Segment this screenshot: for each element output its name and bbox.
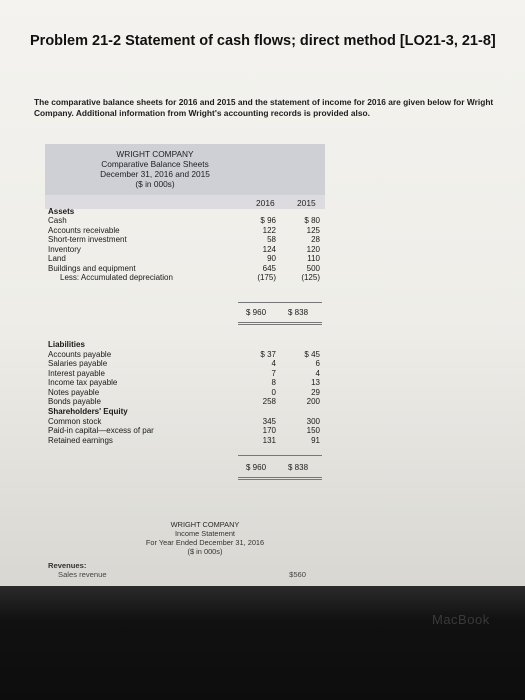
asset-2015: 125: [306, 225, 320, 235]
liability-2015: 29: [311, 387, 320, 397]
asset-2015: 28: [311, 235, 320, 244]
equity-2015: 91: [311, 435, 320, 445]
statement-name: Comparative Balance Sheets: [101, 159, 209, 169]
liability-2015: $ 45: [304, 349, 320, 359]
asset-label: Inventory: [48, 244, 81, 254]
asset-2016: 645: [262, 263, 276, 273]
liability-2016: 258: [262, 397, 276, 406]
equity-label: Common stock: [48, 416, 102, 426]
asset-label: Short-term investment: [48, 235, 127, 244]
asset-label: Buildings and equipment: [48, 263, 136, 273]
sales-revenue-label: Sales revenue: [58, 570, 107, 579]
assets-heading: Assets: [48, 207, 75, 216]
liability-label: Salaries payable: [48, 359, 108, 368]
equity-2015: 150: [306, 426, 320, 435]
total-rule: [238, 455, 322, 456]
sales-revenue-value: $560: [289, 570, 306, 579]
column-2016: 2016: [256, 198, 275, 208]
equity-label: Paid-in capital—excess of par: [48, 426, 154, 435]
is-company-name: WRIGHT COMPANY: [170, 520, 240, 529]
liabilities-heading: Liabilities: [48, 340, 85, 349]
asset-2016: 58: [267, 235, 276, 244]
asset-2015: 110: [307, 254, 320, 263]
asset-2015: 120: [306, 244, 320, 254]
liability-2016: 8: [271, 378, 276, 387]
is-statement-name: Income Statement: [175, 529, 235, 538]
asset-2016: 124: [262, 244, 276, 254]
assets-total-2016: $ 960: [246, 308, 267, 317]
equity-label: Retained earnings: [48, 435, 113, 445]
liability-2015: 13: [311, 378, 320, 387]
asset-label: Less: Accumulated depreciation: [60, 273, 173, 282]
liability-2015: 200: [306, 397, 320, 406]
liability-label: Interest payable: [48, 368, 105, 378]
balance-sheet-header: [45, 144, 325, 198]
statement-date: December 31, 2016 and 2015: [100, 169, 210, 179]
equity-2016: 345: [262, 416, 276, 426]
double-rule: [238, 322, 322, 323]
equity-heading: Shareholders' Equity: [48, 407, 128, 416]
is-statement-units: ($ in 000s): [187, 547, 223, 556]
company-name: WRIGHT COMPANY: [116, 149, 194, 159]
statement-units: ($ in 000s): [135, 179, 175, 189]
liability-label: Bonds payable: [48, 397, 101, 406]
asset-label: Land: [48, 254, 66, 263]
asset-2015: 500: [306, 263, 320, 273]
column-2015: 2015: [297, 198, 316, 208]
equity-2016: 131: [262, 435, 276, 445]
asset-2016: 90: [267, 254, 276, 263]
liab-total-2015: $ 838: [288, 463, 309, 472]
equity-2016: 170: [262, 426, 276, 435]
liability-2015: 6: [315, 359, 320, 368]
liability-label: Accounts payable: [48, 349, 112, 359]
revenues-heading: Revenues:: [48, 561, 87, 570]
laptop-bezel: [0, 586, 525, 700]
asset-2016: (175): [257, 273, 276, 282]
asset-2015: $ 80: [304, 216, 320, 225]
asset-2016: $ 96: [260, 216, 276, 225]
problem-intro: The comparative balance sheets for 2016 and 2015 and the statement of income for 2016 are given below for Wright Company. Additional information from Wright's accounting records is provided also.: [34, 97, 494, 118]
liability-2015: 4: [315, 368, 320, 378]
double-rule: [238, 324, 322, 325]
liab-total-2016: $ 960: [246, 463, 267, 472]
liability-label: Notes payable: [48, 387, 100, 397]
problem-title: Problem 21-2 Statement of cash flows; direct method [LO21-3, 21-8]: [30, 33, 496, 49]
device-watermark: MacBook: [432, 612, 490, 627]
total-rule: [238, 302, 322, 303]
asset-label: Cash: [48, 216, 67, 225]
double-rule: [238, 477, 322, 478]
column-header-band: [45, 195, 325, 209]
liability-label: Income tax payable: [48, 378, 118, 387]
asset-2016: 122: [262, 225, 276, 235]
assets-total-2015: $ 838: [288, 308, 309, 317]
liability-2016: 0: [271, 387, 276, 397]
asset-2015: (125): [301, 273, 320, 282]
double-rule: [238, 479, 322, 480]
asset-label: Accounts receivable: [48, 225, 120, 235]
liability-2016: 7: [271, 368, 276, 378]
is-statement-period: For Year Ended December 31, 2016: [145, 538, 265, 547]
liability-2016: 4: [271, 359, 276, 368]
equity-2015: 300: [306, 416, 320, 426]
liability-2016: $ 37: [260, 349, 276, 359]
